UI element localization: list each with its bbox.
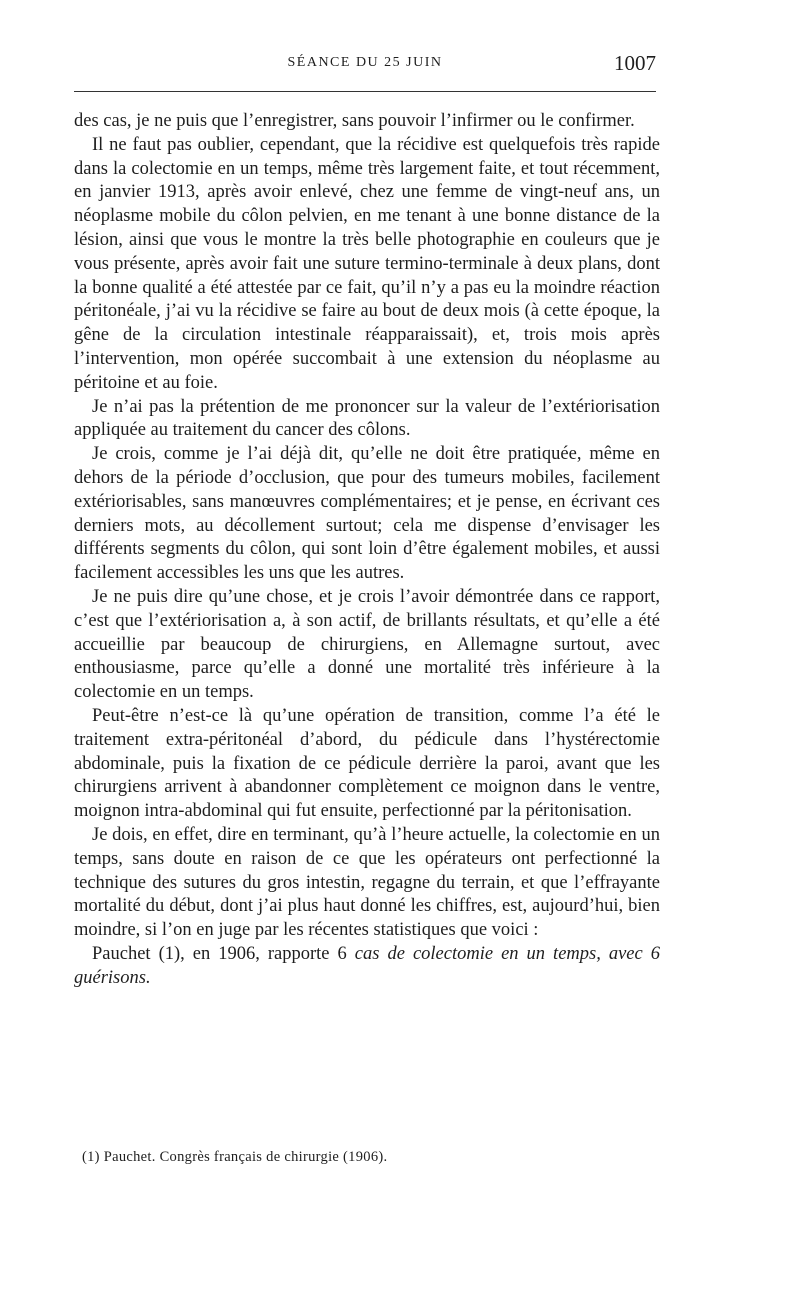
- page-number: 1007: [614, 51, 656, 75]
- running-title: SÉANCE DU 25 JUIN: [287, 55, 443, 70]
- header-rule: [74, 91, 656, 92]
- paragraph-text: Pauchet (1), en 1906, rapporte 6: [92, 943, 355, 964]
- paragraph: [74, 943, 660, 991]
- paragraph: Je n’ai pas la prétention de me prononcer sur la valeur de l’extériorisation appliquée au traitement du cancer des côlons.: [74, 396, 660, 441]
- footnote: (1) Pauchet. Congrès français de chirurgie (1906).: [82, 1149, 388, 1165]
- paragraph: des cas, je ne puis que l’enregistrer, sans pouvoir l’infirmer ou le confirmer.: [74, 111, 635, 131]
- italic-phrase: cas de colectomie en un temps, avec 6 guérisons.: [74, 943, 660, 988]
- paragraph: Il ne faut pas oublier, cependant, que la récidive est quelquefois très rapide dans la colectomie en un temps, même très largement faite, et tout récemment, en janvier 1913, après avoir enlevé, chez une femme de vingt-neuf ans, un néoplasme mobile du côlon pelvien, en me tenant à une bonne distance de la lésion, ainsi que vous le montre la très belle photographie en couleurs que je vous présente, après avoir fait une suture termino-terminale à deux plans, dont la bonne qualité a été attestée par ce fait, qu’il n’y a pas eu la moindre réaction péritonéale, j’ai vu la récidive se faire au bout de deux mois (à cette époque, la gêne de la circulation intestinale réapparaissait), et, trois mois après l’intervention, mon opérée succombait à une extension du néoplasme au péritoine et au foie.: [74, 134, 660, 393]
- paragraph: Je ne puis dire qu’une chose, et je crois l’avoir démontrée dans ce rapport, c’est que l’extériorisation a, à son actif, de brillants résultats, et qu’elle a été accueillie par beaucoup de chirurgiens, en Allemagne surtout, avec enthousiasme, parce qu’elle a donné une mortalité très inférieure à la colectomie en un temps.: [74, 586, 660, 703]
- body-text: [74, 110, 660, 990]
- paragraph: Peut-être n’est-ce là qu’une opération de transition, comme l’a été le traitement extra-péritonéal d’abord, du pédicule dans l’hystérectomie abdominale, puis la fixation de ce pédicule derrière la paroi, avant que les chirurgiens arrivent à abandonner complètement ce moignon dans le ventre, moignon intra-abdominal qui fut ensuite, perfectionné par la péritonisation.: [74, 705, 660, 822]
- page-header: [74, 53, 656, 83]
- paragraph: Je crois, comme je l’ai déjà dit, qu’elle ne doit être pratiquée, même en dehors de la période d’occlusion, que pour des tumeurs mobiles, facilement extériorisables, sans manœuvres complémentaires; et je pense, en écrivant ces derniers mots, au décollement surtout; cela me dispense d’envisager les différents segments du côlon, qui sont loin d’être également mobiles, et aussi facilement accessibles les uns que les autres.: [74, 444, 660, 584]
- paragraph: Je dois, en effet, dire en terminant, qu’à l’heure actuelle, la colectomie en un temps, sans doute en raison de ce que les opérateurs ont perfectionné la technique des sutures du gros intestin, regagne du terrain, et que l’effrayante mortalité du début, dont j’ai plus haut donné les chiffres, est, aujourd’hui, bien moindre, si l’on en juge par les récentes statistiques que voici :: [74, 824, 660, 941]
